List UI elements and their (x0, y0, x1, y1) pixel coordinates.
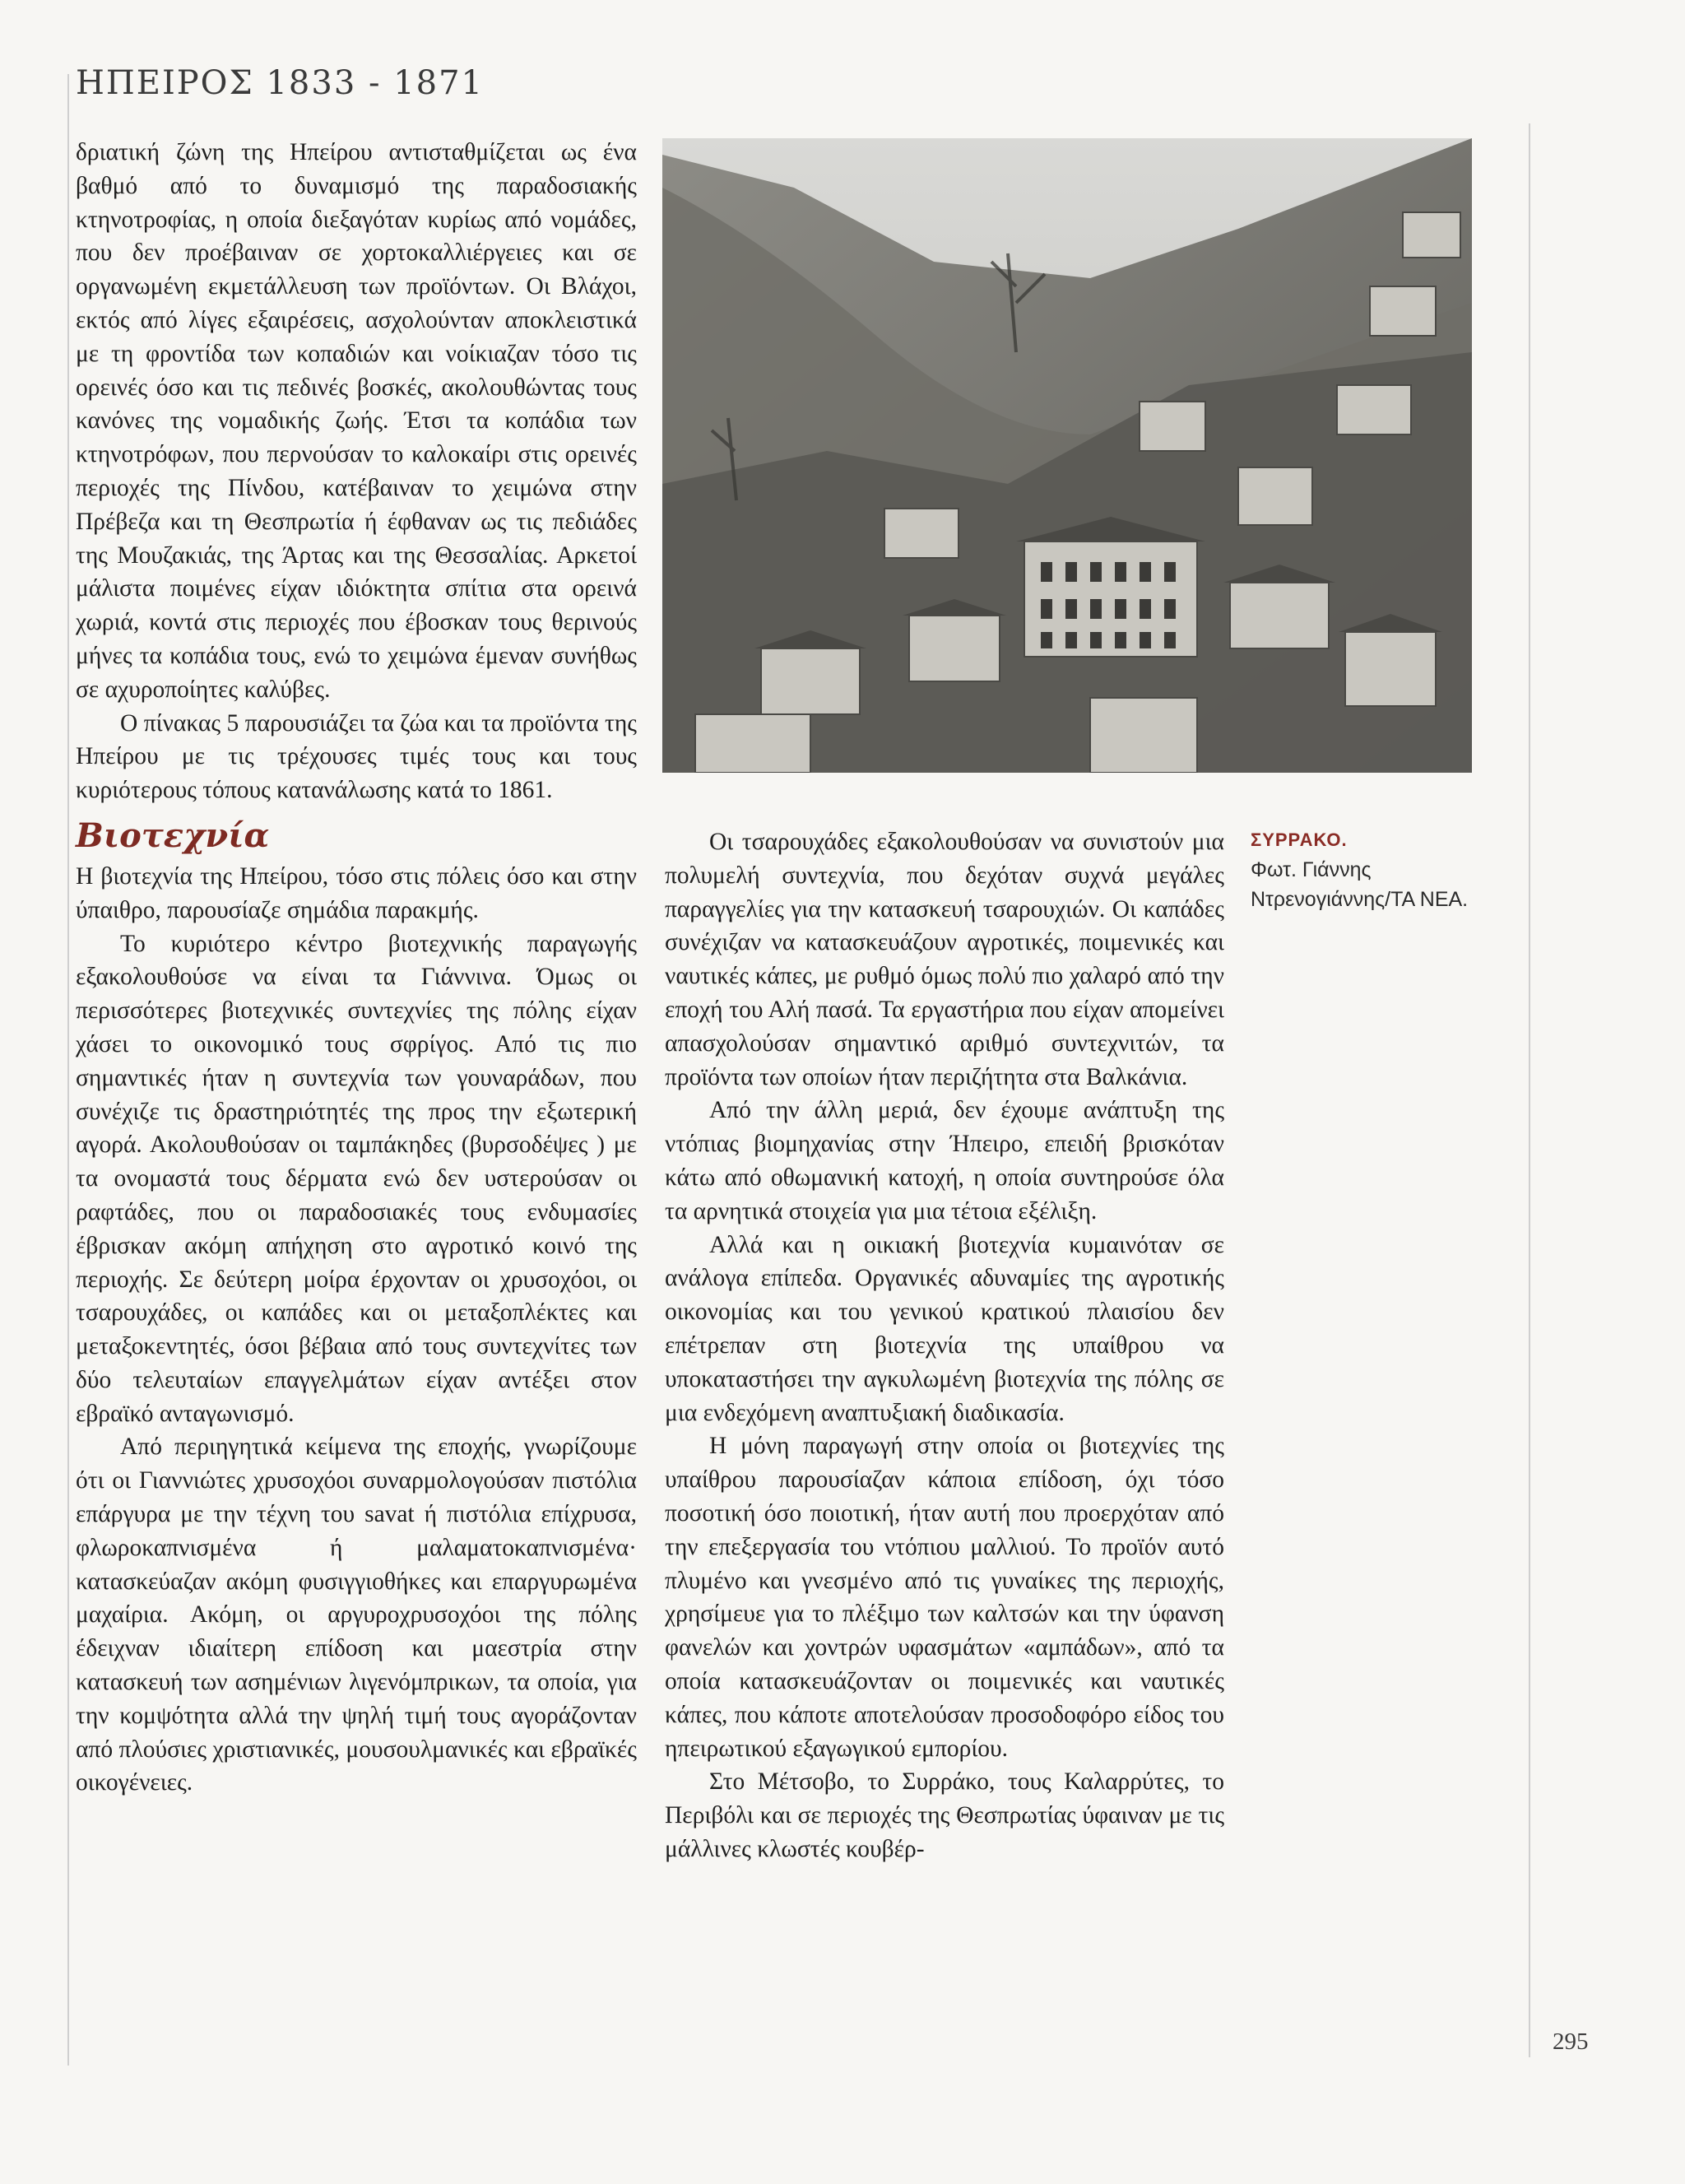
village-photo-image (662, 138, 1472, 773)
paragraph: δριατική ζώνη της Ηπείρου αντισταθμίζεται ως ένα βαθμό από το δυναμισμό της παραδοσιακής κτηνοτροφίας, η οποία διεξαγόταν κυρίως από νομάδες, που δεν προέβαιναν σε χορτοκαλλιέργειες και σε οργανωμένη εκμετάλλευση των προϊόντων. Οι Βλάχοι, εκτός από λίγες εξαιρέσεις, ασχολούνταν αποκλειστικά με τη φροντίδα των κοπαδιών και νοίκιαζαν τόσο τις ορεινές όσο και τις πεδινές βοσκές, ακολουθώντας τους κανόνες της νομαδικής ζωής. Έτσι τα κοπάδια των κτηνοτρόφων, που περνούσαν το καλοκαίρι στις ορεινές περιοχές της Πίνδου, κατέβαιναν το χειμώνα στην Πρέβεζα και τη Θεσπρωτία ή έφθαναν ως τις πεδιάδες της Μουζακιάς, της Άρτας και της Θεσσαλίας. Αρκετοί μάλιστα ποιμένες είχαν ιδιόκτητα σπίτια στα ορεινά χωριά, κοντά στις περιοχές που έβοσκαν τους θερινούς μήνες τα κοπάδια τους, ενώ το χειμώνα έμεναν συνήθως σε αχυροποίητες καλύβες. (76, 139, 637, 703)
caption-credit: Φωτ. Γιάννης (1251, 858, 1372, 881)
paragraph: Η μόνη παραγωγή στην οποία οι βιοτεχνίες της υπαίθρου παρουσίαζαν κάποια επίδοση, όχι τόσο ποσοτική όσο ποιοτική, ήταν αυτή που προερχόταν από την επεξεργασία του ντόπιου μαλλιού. Το προϊόν αυτό πλυμένο και γνεσμένο από τις γυναίκες της περιοχής, χρησίμευε για το πλέξιμο των καλτσών και την ύφανση φανελών και χοντρών υφασμάτων «αμπάδων», από τα οποία κατασκευάζονταν οι ποιμενικές και ναυτικές κάπες, που κάποτε αποτελούσαν προσοδοφόρο είδος του ηπειρωτικού εξαγωγικού εμπορίου. (665, 1433, 1224, 1762)
caption-credit: Ντρενογιάννης/ΤΑ ΝΕΑ. (1251, 888, 1469, 911)
paragraph: Η βιοτεχνία της Ηπείρου, τόσο στις πόλεις όσο και στην ύπαιθρο, παρουσίαζε σημάδια παρακμής. (76, 862, 637, 923)
right-margin-rule (1529, 123, 1530, 2057)
text-column-left (76, 136, 637, 1800)
paragraph: Στο Μέτσοβο, το Συρράκο, τους Καλαρρύτες, το Περιβόλι και σε περιοχές της Θεσπρωτίας ύφαιναν με τις μάλλινες κλωστές κουβέρ- (665, 1768, 1224, 1862)
running-header: ΗΠΕΙΡΟΣ 1833 - 1871 (76, 64, 485, 102)
paragraph: Αλλά και η οικιακή βιοτεχνία κυμαινόταν σε ανάλογα επίπεδα. Οργανικές αδυναμίες της αγροτικής οικονομίας και του γενικού κρατικού πλαισίου δεν επέτρεπαν στη βιοτεχνία της υπαίθρου να υποκαταστήσει την αγκυλωμένη βιοτεχνία της πόλης σε μια ενδεχόμενη αναπτυξιακή διαδικασία. (665, 1231, 1224, 1426)
paragraph: Από περιηγητικά κείμενα της εποχής, γνωρίζουμε ότι οι Γιαννιώτες χρυσοχόοι συναρμολογούσαν πιστόλια επάργυρα με την τέχνη του savat ή πιστόλια επίχρυσα, φλωροκαπνισμένα ή μαλαματοκαπνισμένα· κατασκεύαζαν ακόμη φυσιγγιοθήκες και επαργυρωμένα μαχαίρια. Ακόμη, οι αργυροχρυσοχόοι της πόλης έδειχναν ιδιαίτερη επίδοση και μαεστρία στην κατασκευή των ασημένιων λιγενόμπρικων, τα οποία, για την κομψότητα αλλά την ψηλή τιμή τους αγοράζονταν από πλούσιες χριστιανικές, μουσουλμανικές και εβραϊκές οικογένειες. (76, 1434, 637, 1796)
section-heading: Βιοτεχνία (76, 816, 270, 855)
left-margin-rule (67, 74, 69, 2066)
paragraph: Οι τσαρουχάδες εξακολουθούσαν να συνιστούν μια πολυμελή συντεχνία, που δεχόταν συχνά μεγάλες παραγγελίες για την κατασκευή τσαρουχιών. Οι καπάδες συνέχιζαν να κατασκευάζουν αγροτικές, ποιμενικές και ναυτικές κάπες, με ρυθμό όμως πολύ πιο χαλαρό από την εποχή του Αλή πασά. Τα εργαστήρια που είχαν απομείνει απασχολούσαν σημαντικό αριθμό συντεχνιτών, τα προϊόντα των οποίων ήταν περιζήτητα στα Βαλκάνια. (665, 829, 1224, 1090)
photo-caption (1251, 825, 1514, 914)
paragraph: Ο πίνακας 5 παρουσιάζει τα ζώα και τα προϊόντα της Ηπείρου με τις τρέχουσες τιμές τους και τους κυριότερους τόπους κατανάλωσης κατά το 1861. (76, 709, 637, 804)
page-number: 295 (1553, 2028, 1589, 2055)
paragraph: Από την άλλη μεριά, δεν έχουμε ανάπτυξη της ντόπιας βιομηχανίας στην Ήπειρο, επειδή βρισκόταν κάτω από οθωμανική κατοχή, η οποία συντηρούσε όλα τα αρνητικά στοιχεία για μια τέτοια εξέλιξη. (665, 1097, 1224, 1224)
caption-title: ΣΥΡΡΑΚΟ. (1251, 829, 1348, 850)
paragraph: Το κυριότερο κέντρο βιοτεχνικής παραγωγής εξακολουθούσε να είναι τα Γιάννινα. Όμως οι περισσότερες βιοτεχνικές συντεχνίες της πόλης είχαν χάσει το οικονομικό τους σφρίγος. Από τις πιο σημαντικές ήταν η συντεχνία των γουναράδων, που συνέχιζε τις δραστηριότητές της προς την εξωτερική αγορά. Ακολουθούσαν οι ταμπάκηδες (βυρσοδέψες ) με τα ονομαστά τους δέρματα ενώ δεν υστερούσαν οι ραφτάδες, που οι παραδοσιακές τους ενδυμασίες έβρισκαν ακόμη απήχηση στο αγροτικό κοινό της περιοχής. Σε δεύτερη μοίρα έρχονταν οι χρυσοχόοι, οι τσαρουχάδες, οι καπάδες και οι μεταξοπλέκτες και μεταξοκεντητές, όσοι βέβαια από τους συντεχνίτες των δύο τελευταίων επαγγελμάτων είχαν αντέξει στον εβραϊκό ανταγωνισμό. (76, 930, 637, 1427)
village-photo (662, 138, 1472, 773)
text-column-middle (665, 825, 1224, 1866)
